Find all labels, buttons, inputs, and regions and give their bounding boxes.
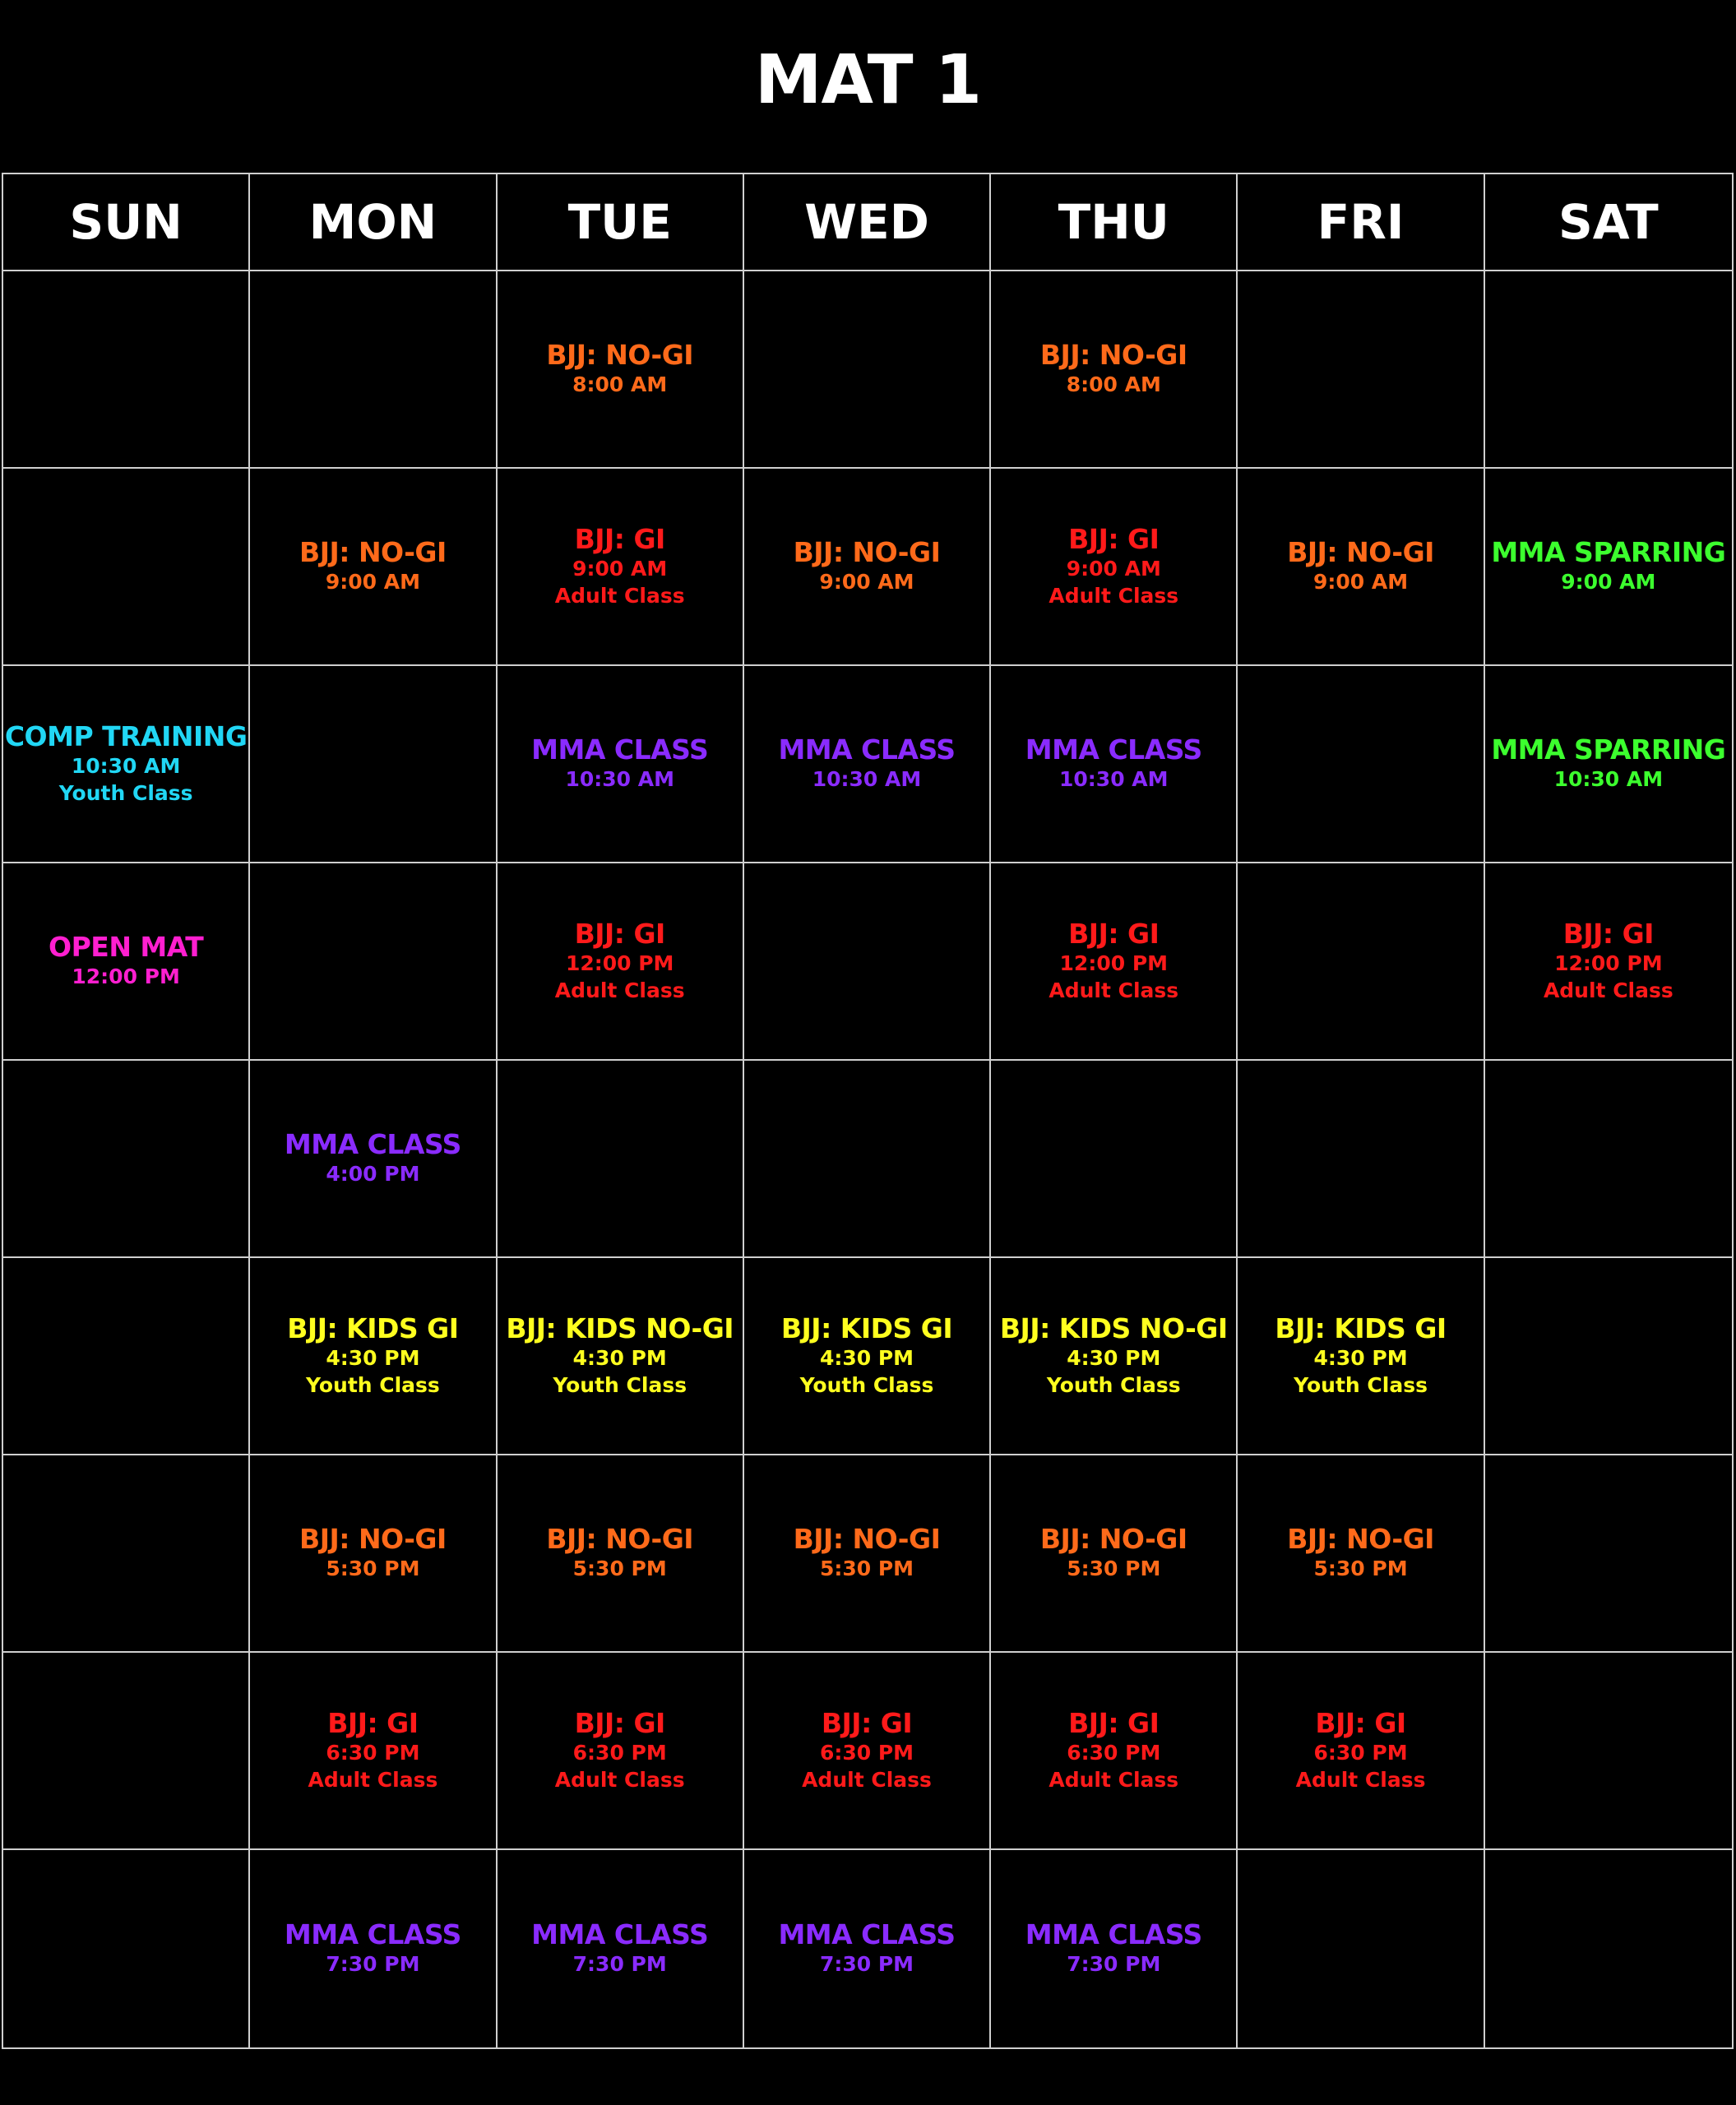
empty-slot [3, 271, 250, 469]
class-name: OPEN MAT [49, 931, 204, 963]
class-slot [3, 666, 250, 863]
class-name: MMA SPARRING [1491, 536, 1726, 568]
class-note: Adult Class [1543, 978, 1674, 1002]
class-slot [744, 1455, 991, 1653]
class-slot [1485, 469, 1732, 666]
class-name: MMA CLASS [778, 733, 956, 766]
day-header-sun: SUN [3, 174, 250, 271]
empty-slot [1238, 863, 1484, 1061]
empty-slot [1238, 666, 1484, 863]
class-slot [498, 1653, 744, 1850]
class-time: 10:30 AM [812, 767, 922, 791]
day-header-mon: MON [250, 174, 497, 271]
class-time: 6:30 PM [819, 1741, 914, 1765]
empty-slot [1485, 1258, 1732, 1455]
class-name: BJJ: KIDS GI [287, 1312, 459, 1344]
class-time: 10:30 AM [1553, 767, 1664, 791]
empty-slot [1485, 1061, 1732, 1258]
class-slot [1485, 666, 1732, 863]
class-slot [991, 1258, 1238, 1455]
class-time: 6:30 PM [1313, 1741, 1408, 1765]
class-name: MMA CLASS [284, 1918, 461, 1950]
day-header-sat: SAT [1485, 174, 1732, 271]
class-time: 6:30 PM [1067, 1741, 1161, 1765]
class-name: MMA CLASS [284, 1128, 461, 1160]
class-name: BJJ: NO-GI [793, 1523, 941, 1555]
class-name: BJJ: KIDS GI [1275, 1312, 1447, 1344]
class-slot [250, 469, 497, 666]
class-time: 8:00 AM [1066, 372, 1161, 396]
class-slot [250, 1455, 497, 1653]
class-slot [498, 271, 744, 469]
empty-slot [3, 1061, 250, 1258]
class-slot [991, 1850, 1238, 2047]
class-time: 9:00 AM [819, 570, 914, 594]
empty-slot [3, 1850, 250, 2047]
class-note: Adult Class [554, 1768, 685, 1792]
class-time: 6:30 PM [572, 1741, 667, 1765]
class-name: MMA SPARRING [1491, 733, 1726, 766]
class-note: Adult Class [1049, 978, 1179, 1002]
empty-slot [498, 1061, 744, 1258]
class-time: 7:30 PM [326, 1952, 420, 1976]
empty-slot [1485, 271, 1732, 469]
class-note: Youth Class [58, 781, 193, 805]
schedule-title: MAT 1 [754, 41, 982, 119]
class-time: 10:30 AM [71, 754, 181, 778]
empty-slot [1485, 1653, 1732, 1850]
empty-slot [250, 666, 497, 863]
class-time: 9:00 AM [325, 570, 420, 594]
empty-slot [1485, 1850, 1732, 2047]
class-name: BJJ: GI [1068, 918, 1160, 950]
class-name: BJJ: GI [574, 523, 665, 555]
class-slot [498, 469, 744, 666]
class-name: BJJ: NO-GI [546, 1523, 694, 1555]
class-time: 4:00 PM [326, 1162, 420, 1186]
class-slot [991, 666, 1238, 863]
class-time: 9:00 AM [1313, 570, 1409, 594]
class-note: Adult Class [802, 1768, 932, 1792]
schedule-grid [2, 173, 1734, 2049]
class-note: Youth Class [306, 1373, 440, 1397]
class-name: BJJ: NO-GI [1287, 536, 1434, 568]
class-name: BJJ: GI [327, 1707, 419, 1739]
class-slot [250, 1061, 497, 1258]
class-time: 5:30 PM [1313, 1557, 1408, 1580]
class-name: BJJ: NO-GI [299, 536, 447, 568]
class-slot [744, 1850, 991, 2047]
class-slot [250, 1850, 497, 2047]
class-slot [991, 1653, 1238, 1850]
class-slot [744, 1653, 991, 1850]
class-slot [744, 469, 991, 666]
class-name: BJJ: KIDS NO-GI [506, 1312, 734, 1344]
class-time: 12:00 PM [565, 951, 674, 975]
class-name: MMA CLASS [1025, 1918, 1202, 1950]
class-name: BJJ: NO-GI [1039, 1523, 1187, 1555]
class-time: 4:30 PM [1067, 1346, 1161, 1370]
class-time: 12:00 PM [1554, 951, 1663, 975]
class-name: BJJ: NO-GI [299, 1523, 447, 1555]
class-slot [498, 1455, 744, 1653]
class-time: 10:30 AM [565, 767, 674, 791]
class-time: 7:30 PM [819, 1952, 914, 1976]
empty-slot [1238, 1061, 1484, 1258]
class-name: BJJ: KIDS NO-GI [999, 1312, 1228, 1344]
class-time: 4:30 PM [572, 1346, 667, 1370]
class-note: Adult Class [308, 1768, 438, 1792]
empty-slot [1485, 1455, 1732, 1653]
day-header-thu: THU [991, 174, 1238, 271]
class-slot [498, 666, 744, 863]
class-slot [744, 666, 991, 863]
class-time: 12:00 PM [1059, 951, 1169, 975]
class-name: BJJ: GI [1068, 523, 1160, 555]
class-slot [498, 1850, 744, 2047]
class-time: 9:00 AM [1561, 570, 1656, 594]
class-slot [991, 271, 1238, 469]
class-slot [498, 1258, 744, 1455]
class-name: MMA CLASS [531, 1918, 709, 1950]
class-name: BJJ: GI [574, 918, 665, 950]
class-note: Youth Class [1294, 1373, 1428, 1397]
empty-slot [1238, 1850, 1484, 2047]
class-slot [991, 863, 1238, 1061]
class-note: Adult Class [1049, 584, 1179, 608]
class-time: 10:30 AM [1059, 767, 1169, 791]
class-time: 4:30 PM [326, 1346, 420, 1370]
class-note: Youth Class [553, 1373, 687, 1397]
empty-slot [744, 863, 991, 1061]
empty-slot [744, 1061, 991, 1258]
class-name: BJJ: NO-GI [1287, 1523, 1434, 1555]
day-header-tue: TUE [498, 174, 744, 271]
class-name: COMP TRAINING [4, 720, 248, 752]
class-note: Youth Class [1046, 1373, 1181, 1397]
class-time: 5:30 PM [572, 1557, 667, 1580]
empty-slot [744, 271, 991, 469]
class-name: BJJ: NO-GI [793, 536, 941, 568]
empty-slot [1238, 271, 1484, 469]
class-slot [498, 863, 744, 1061]
class-time: 4:30 PM [1313, 1346, 1408, 1370]
class-slot [250, 1653, 497, 1850]
class-note: Adult Class [1049, 1768, 1179, 1792]
class-time: 5:30 PM [326, 1557, 420, 1580]
class-time: 8:00 AM [572, 372, 668, 396]
class-slot [991, 469, 1238, 666]
class-name: BJJ: GI [1068, 1707, 1160, 1739]
class-slot [1238, 469, 1484, 666]
class-time: 12:00 PM [72, 965, 180, 988]
empty-slot [3, 1653, 250, 1850]
class-slot [3, 863, 250, 1061]
class-name: BJJ: GI [1315, 1707, 1406, 1739]
empty-slot [3, 469, 250, 666]
class-time: 5:30 PM [1067, 1557, 1161, 1580]
class-name: MMA CLASS [1025, 733, 1202, 766]
class-slot [1238, 1258, 1484, 1455]
class-name: MMA CLASS [531, 733, 709, 766]
class-note: Youth Class [799, 1373, 934, 1397]
class-name: BJJ: NO-GI [546, 339, 694, 371]
class-slot [1238, 1653, 1484, 1850]
class-time: 7:30 PM [572, 1952, 667, 1976]
class-time: 9:00 AM [572, 557, 668, 581]
class-time: 4:30 PM [819, 1346, 914, 1370]
class-slot [1485, 863, 1732, 1061]
empty-slot [3, 1455, 250, 1653]
class-name: BJJ: GI [1562, 918, 1654, 950]
class-note: Adult Class [1295, 1768, 1426, 1792]
day-header-wed: WED [744, 174, 991, 271]
class-note: Adult Class [554, 584, 685, 608]
class-slot [250, 1258, 497, 1455]
empty-slot [250, 863, 497, 1061]
class-name: MMA CLASS [778, 1918, 956, 1950]
day-header-fri: FRI [1238, 174, 1484, 271]
empty-slot [991, 1061, 1238, 1258]
class-note: Adult Class [554, 978, 685, 1002]
class-name: BJJ: NO-GI [1039, 339, 1187, 371]
class-slot [1238, 1455, 1484, 1653]
class-name: BJJ: GI [574, 1707, 665, 1739]
class-time: 5:30 PM [819, 1557, 914, 1580]
class-time: 6:30 PM [326, 1741, 420, 1765]
class-slot [744, 1258, 991, 1455]
class-name: BJJ: KIDS GI [780, 1312, 953, 1344]
class-time: 9:00 AM [1066, 557, 1161, 581]
class-time: 7:30 PM [1067, 1952, 1161, 1976]
empty-slot [250, 271, 497, 469]
empty-slot [3, 1258, 250, 1455]
class-slot [991, 1455, 1238, 1653]
class-name: BJJ: GI [821, 1707, 913, 1739]
